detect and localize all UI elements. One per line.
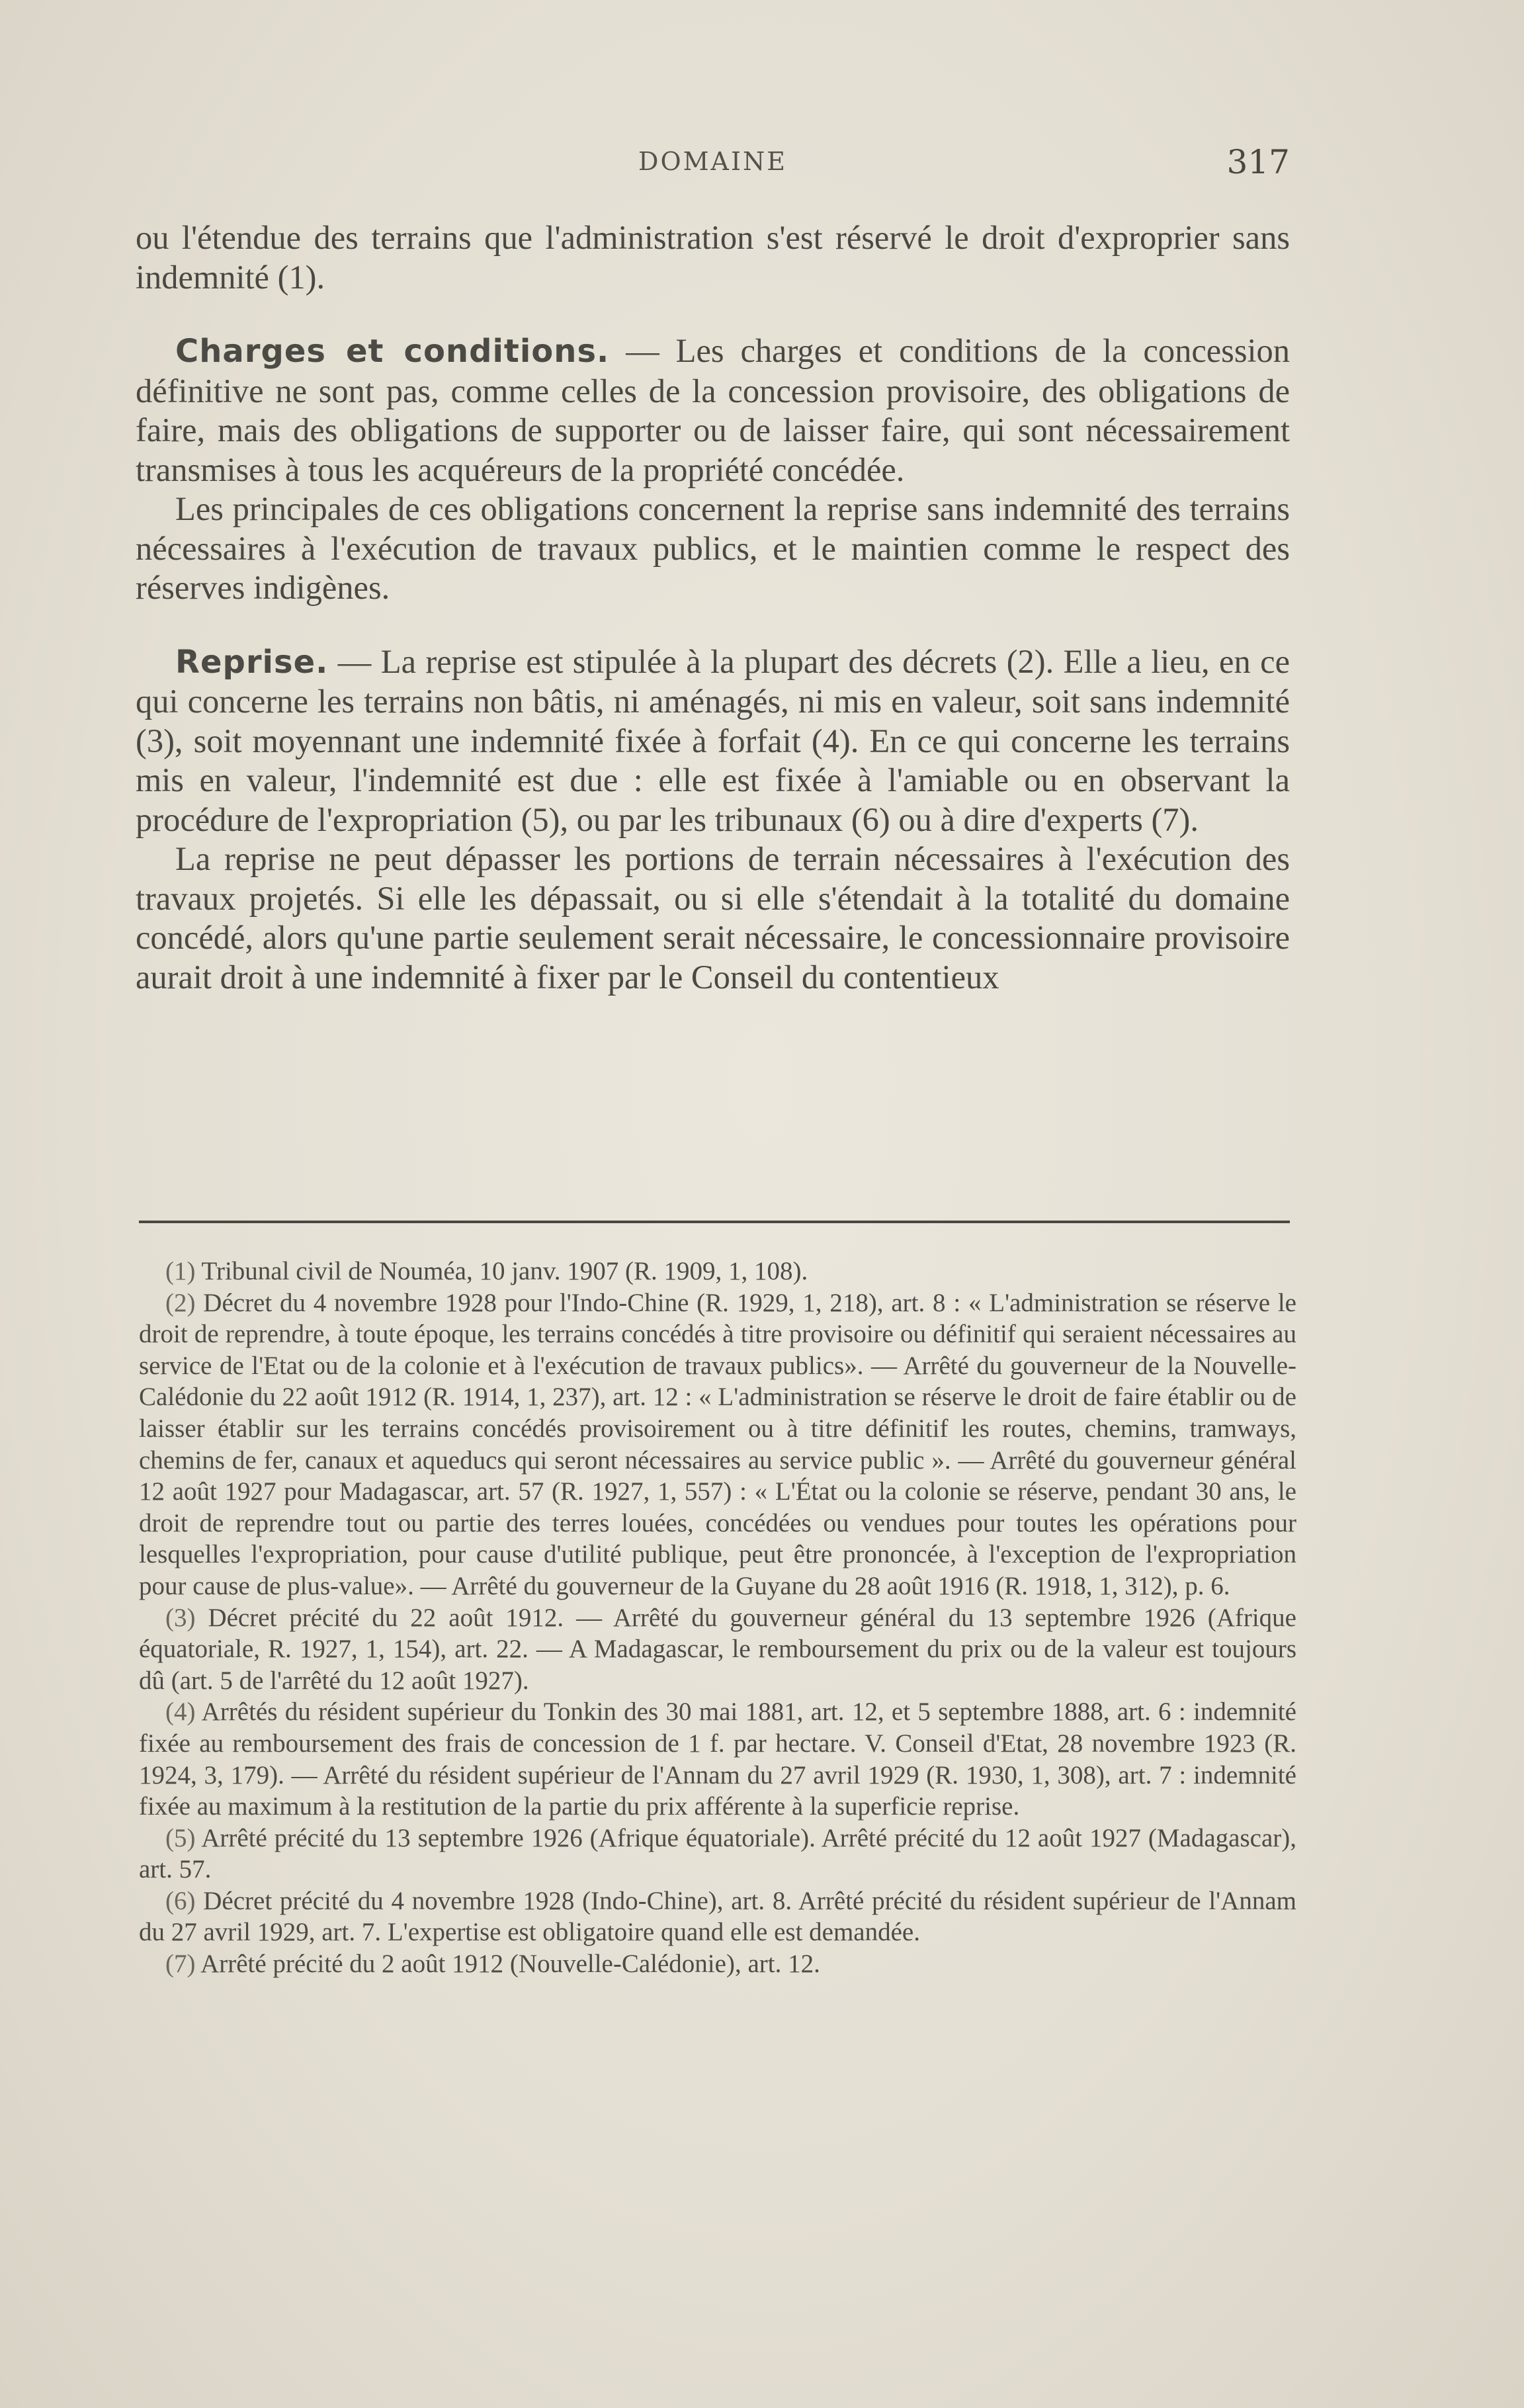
footnote (139, 1696, 1296, 1822)
footnote-text: Arrêté précité du 2 août 1912 (Nouvelle-Calédonie), art. 12. (195, 1950, 820, 1979)
footnote-number: (2) (165, 1288, 196, 1317)
footnote (139, 1602, 1296, 1697)
page-number: 317 (1226, 143, 1290, 181)
main-text (136, 218, 1290, 997)
footnote-text: Tribunal civil de Nouméa, 10 janv. 1907 (R. 1909, 1, 108). (195, 1257, 808, 1285)
paragraph: La reprise ne peut dépasser les portions de terrain nécessaires à l'exécution des travaux projetés. Si elle les dépassait, ou si elle s'étendait à la totalité du domaine concédé, alors qu'une partie seulement serait nécessaire, le concessionnaire provisoire aurait droit à une indemnité à fixer par le Conseil du contentieux (136, 840, 1290, 996)
footnote (139, 1287, 1296, 1602)
footnote-text: Décret du 4 novembre 1928 pour l'Indo-Chine (R. 1929, 1, 218), art. 8 : « L'administration se réserve le droit de reprendre, à toute époque, les terrains concédés à titre provisoire ou définitif qui seraient nécessaires au service de l'Etat ou de la colonie et à l'exécution de travaux publics». — Arrêté du gouverneur de la Nouvelle-Calédonie du 22 août 1912 (R. 1914, 1, 237), art. 12 : « L'administration se réserve le droit de faire établir ou de laisser établir sur les terrains concédés provisoirement ou à titre définitif les routes, chemins, tramways, chemins de fer, canaux et aqueducs qui seront nécessaires au service public ». — Arrêté du gouverneur général 12 août 1927 pour Madagascar, art. 57 (R. 1927, 1, 557) : « L'État ou la colonie se réserve, pendant 30 ans, le droit de reprendre tout ou partie des terres louées, concédées ou vendues pour toutes les opérations pour lesquelles l'expropriation, pour cause d'utilité publique, peut être prononcée, à l'exception de l'expropriation pour cause de plus-value». — Arrêté du gouverneur de la Guyane du 28 août 1916 (R. 1918, 1, 312), p. 6. (139, 1288, 1296, 1600)
footnote-number: (4) (165, 1698, 196, 1727)
paragraph-reprise (136, 642, 1290, 840)
paragraph-text: — La reprise est stipulée à la plupart des décrets (2). Elle a lieu, en ce qui concerne les terrains non bâtis, ni aménagés, ni mis en valeur, soit sans indemnité (3), soit moyennant une indemnité fixée à forfait (4). En ce qui concerne les terrains mis en valeur, l'indemnité est due : elle est fixée à l'amiable ou en observant la procédure de l'expropriation (5), ou par les tribunaux (6) ou à dire d'experts (7). (136, 642, 1290, 838)
running-title: DOMAINE (638, 147, 787, 176)
paragraph-text: — Les charges et conditions de la concession définitive ne sont pas, comme celles de la concession provisoire, des obligations de faire, mais des obligations de supporter ou de laisser faire, qui sont nécessairement transmises à tous les acquéreurs de la propriété concédée. (136, 332, 1290, 488)
footnote-text: Décret précité du 4 novembre 1928 (Indo-Chine), art. 8. Arrêté précité du résident supérieur de l'Annam du 27 avril 1929, art. 7. L'expertise est obligatoire quand elle est demandée. (139, 1886, 1296, 1947)
footnote-text: Décret précité du 22 août 1912. — Arrêté du gouverneur général du 13 septembre 1926 (Afrique équatoriale, R. 1927, 1, 154), art. 22. — A Madagascar, le remboursement du prix ou de la valeur est toujours dû (art. 5 de l'arrêté du 12 août 1927). (139, 1603, 1296, 1695)
footnote-divider (139, 1221, 1290, 1223)
footnote (139, 1948, 1296, 1980)
footnote-text: Arrêtés du résident supérieur du Tonkin des 30 mai 1881, art. 12, et 5 septembre 1888, art. 6 : indemnité fixée au remboursement des frais de concession de 1 f. par hectare. V. Conseil d'Etat, 28 novembre 1923 (R. 1924, 3, 179). — Arrêté du résident supérieur de l'Annam du 27 avril 1929 (R. 1930, 1, 308), art. 7 : indemnité fixée au maximum à la restitution de la partie du prix afférente à la superficie reprise. (139, 1698, 1296, 1821)
paragraph-charges (136, 331, 1290, 490)
footnote-number: (1) (165, 1257, 196, 1285)
page-header (136, 143, 1290, 193)
footnote (139, 1823, 1296, 1885)
paragraph: ou l'étendue des terrains que l'administration s'est réservé le droit d'exproprier sans indemnité (1). (136, 219, 1290, 296)
paragraph: Les principales de ces obligations concernent la reprise sans indemnité des terrains nécessaires à l'exécution de travaux publics, et le maintien comme le respect des réserves indigènes. (136, 490, 1290, 606)
footnote-number: (6) (165, 1886, 196, 1915)
footnote-number: (3) (165, 1603, 196, 1632)
section-title-reprise: Reprise. (175, 643, 329, 681)
section-title-charges: Charges et conditions. (175, 333, 610, 370)
footnote (139, 1256, 1296, 1287)
footnote-number: (7) (165, 1950, 196, 1979)
footnote-text: Arrêté précité du 13 septembre 1926 (Afrique équatoriale). Arrêté précité du 12 août 1927 (Madagascar), art. 57. (139, 1823, 1296, 1884)
footnote-number: (5) (165, 1823, 196, 1852)
footnote (139, 1885, 1296, 1948)
footnotes (139, 1256, 1296, 1980)
